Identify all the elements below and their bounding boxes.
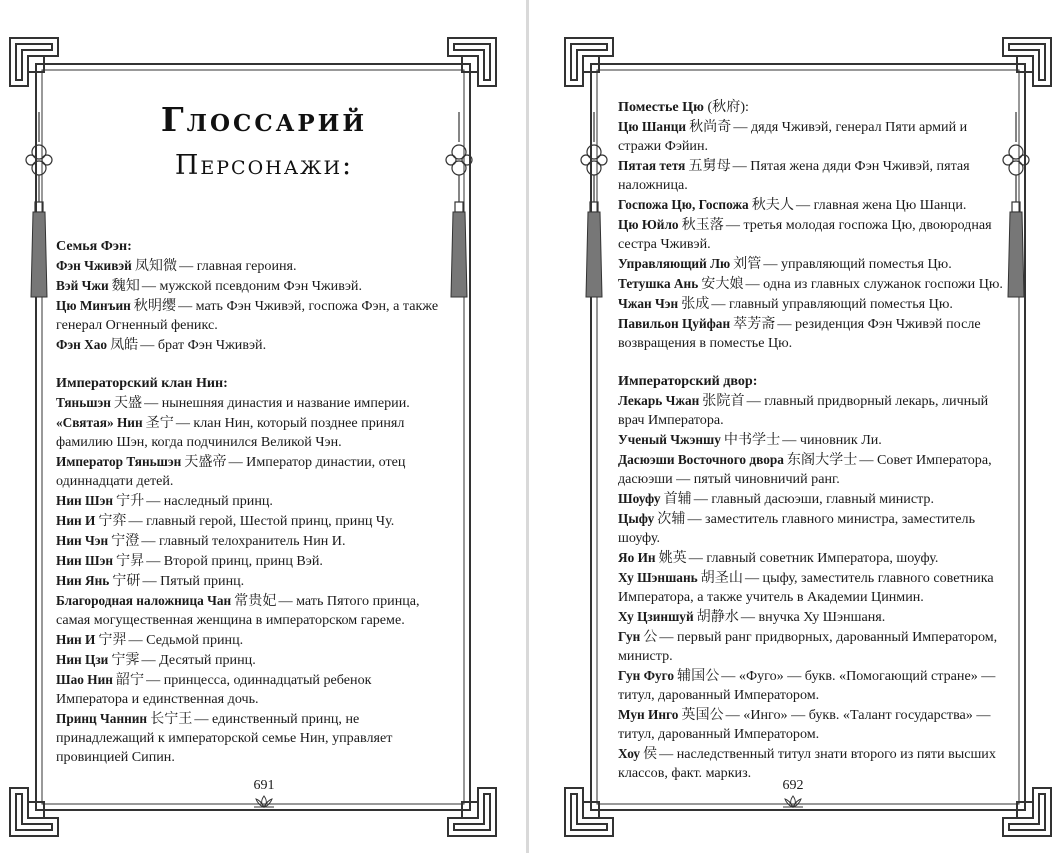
glossary-column-left (56, 237, 444, 767)
glossary-entry: Ху Шэншань 胡圣山 — цыфу, заместитель главного советника Императора, а также учитель в Академии Цинмин. (618, 570, 994, 605)
glossary-entry: Принц Чаннин 长宁王 — единственный принц, не принадлежащий к императорской семье Нин, управляет провинцией Сипин. (56, 711, 393, 765)
glossary-entry: «Святая» Нин 圣宁 — клан Нин, который позднее принял фамилию Шэн, когда подчинился Великой Чэн. (56, 415, 405, 450)
glossary-entry: Управляющий Лю 刘管 — управляющий поместья Цю. (618, 256, 952, 272)
section-heading: Семья Фэн: (56, 238, 132, 254)
glossary-entry: Гун 公 — первый ранг придворных, дарованный Императором, министр. (618, 629, 998, 664)
glossary-entry: Вэй Чжи 魏知 — мужской псевдоним Фэн Чживэй. (56, 278, 362, 294)
lotus-icon (529, 795, 1057, 814)
glossary-entry: Нин Чэн 宁澄 — главный телохранитель Нин И. (56, 533, 346, 549)
glossary-entry: Лекарь Чжан 张院首 — главный придворный лекарь, личный врач Императора. (618, 393, 989, 428)
glossary-entry: Яо Ин 姚英 — главный советник Императора, шоуфу. (618, 550, 939, 566)
glossary-entry: Цю Шанци 秋尚奇 — дядя Чживэй, генерал Пяти армий и стражи Фэйин. (618, 119, 968, 154)
glossary-entry: Ученый Чжэншу 中书学士 — чиновник Ли. (618, 432, 882, 448)
tassel-ornament-left (22, 112, 56, 302)
glossary-entry: Нин Шэн 宁昇 — Второй принц, принц Вэй. (56, 553, 323, 569)
glossary-entry: Цю Юйло 秋玉落 — третья молодая госпожа Цю, двоюродная сестра Чживэй. (618, 217, 992, 252)
tassel-ornament-right (442, 112, 476, 302)
page-number: 691 (253, 778, 275, 793)
page-title: Глоссарий (160, 100, 368, 139)
glossary-entry: Нин Янь 宁研 — Пятый принц. (56, 573, 245, 589)
glossary-column-right (618, 98, 1008, 783)
glossary-entry: Цю Минъин 秋明缨 — мать Фэн Чживэй, госпожа Фэн, а также генерал Огненный феникс. (56, 298, 439, 333)
left-page (0, 0, 528, 853)
page-number: 692 (782, 778, 804, 793)
glossary-entry: Гун Фуго 辅国公 — «Фуго» — букв. «Помогающий стране» — титул, дарованный Императором. (618, 668, 996, 703)
glossary-entry: Хоу 侯 — наследственный титул знати второго из пяти высших классов, факт. маркиз. (618, 746, 996, 781)
glossary-entry: Госпожа Цю, Госпожа 秋夫人 — главная жена Цю Шанци. (618, 197, 967, 213)
glossary-entry: Нин И 宁羿 — Седьмой принц. (56, 632, 244, 648)
right-page (529, 0, 1057, 853)
glossary-entry: Нин Шэн 宁升 — наследный принц. (56, 493, 273, 509)
glossary-entry: Ху Цзиншуй 胡静水 — внучка Ху Шэншаня. (618, 609, 886, 625)
glossary-entry: Нин И 宁弈 — главный герой, Шестой принц, принц Чу. (56, 513, 395, 529)
lotus-icon (0, 795, 528, 814)
glossary-entry: Цыфу 次辅 — заместитель главного министра, заместитель шоуфу. (618, 511, 976, 546)
glossary-entry: Шао Нин 韶宁 — принцесса, одиннадцатый ребенок Императора и единственная дочь. (56, 672, 372, 707)
glossary-entry: Фэн Хао 凤皓 — брат Фэн Чживэй. (56, 337, 267, 353)
glossary-entry: Дасюэши Восточного двора 东阁大学士 — Совет Императора, дасюэши — пятый чиновничий ранг. (618, 452, 992, 487)
tassel-ornament-left (577, 112, 611, 302)
glossary-entry: Благородная наложница Чан 常贵妃 — мать Пятого принца, самая могущественная женщина в императорском гареме. (56, 593, 420, 628)
section-heading: Императорский двор: (618, 373, 758, 389)
glossary-entry: Мун Инго 英国公 — «Инго» — букв. «Талант государства» — титул, дарованный Императором. (618, 707, 991, 742)
glossary-entry: Чжан Чэн 张成 — главный управляющий поместья Цю. (618, 296, 953, 312)
glossary-entry: Нин Цзи 宁霁 — Десятый принц. (56, 652, 256, 668)
glossary-entry: Император Тяньшэн 天盛帝 — Император династии, отец одиннадцати детей. (56, 454, 406, 489)
page-subtitle: Персонажи: (174, 150, 354, 181)
glossary-entry: Тяньшэн 天盛 — нынешняя династия и название империи. (56, 395, 410, 411)
section-heading: Поместье Цю (秋府): (618, 99, 749, 115)
glossary-entry: Фэн Чживэй 凤知微 — главная героиня. (56, 258, 297, 274)
section-heading: Императорский клан Нин: (56, 375, 228, 391)
glossary-entry: Тетушка Ань 安大娘 — одна из главных служанок госпожи Цю. (618, 276, 1003, 292)
glossary-entry: Павильон Цуйфан 萃芳斋 — резиденция Фэн Чживэй после возвращения в поместье Цю. (618, 316, 981, 351)
glossary-entry: Шоуфу 首辅 — главный дасюэши, главный министр. (618, 491, 934, 507)
glossary-entry: Пятая тетя 五舅母 — Пятая жена дяди Фэн Чживэй, пятая наложница. (618, 158, 970, 193)
